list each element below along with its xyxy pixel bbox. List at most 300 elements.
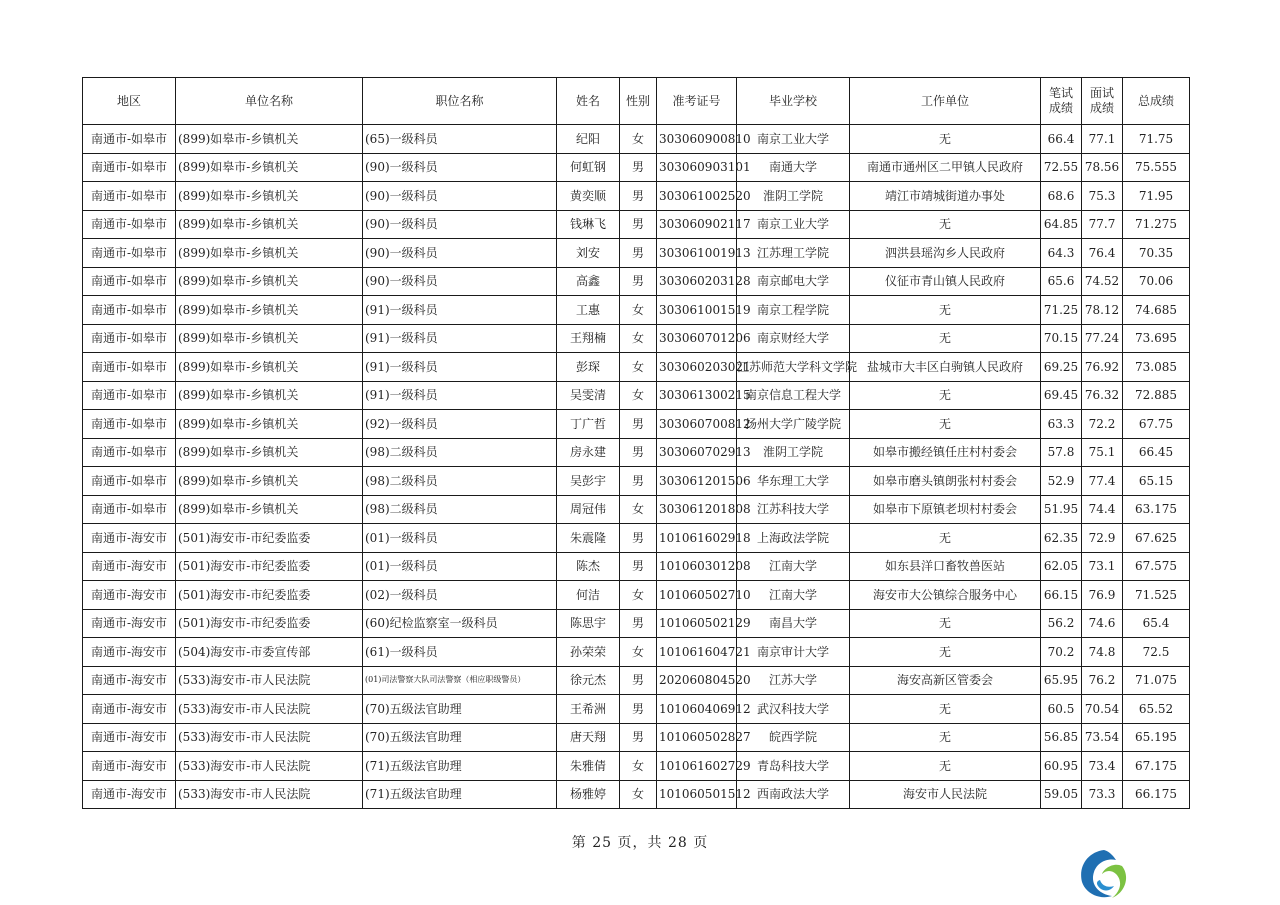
- col-employer: 无: [850, 723, 1041, 752]
- col-gender: 男: [620, 267, 657, 296]
- col-name: 杨雅婷: [557, 780, 620, 809]
- col-gender: 女: [620, 495, 657, 524]
- col-total-score: 67.625: [1123, 524, 1190, 553]
- col-position: (90)一级科员: [363, 182, 557, 211]
- col-written-score: 62.05: [1041, 552, 1082, 581]
- col-exam-id: 101060501512: [657, 780, 737, 809]
- col-written-score: 68.6: [1041, 182, 1082, 211]
- table-row: [83, 467, 1190, 496]
- col-employer: 无: [850, 210, 1041, 239]
- col-total-score: 74.685: [1123, 296, 1190, 325]
- col-exam-id: 303060700812: [657, 410, 737, 439]
- col-position: (70)五级法官助理: [363, 723, 557, 752]
- col-interview-score: 76.2: [1082, 666, 1123, 695]
- col-exam-id: 101060301208: [657, 552, 737, 581]
- table-row: [83, 210, 1190, 239]
- col-exam-id-header: 准考证号: [657, 78, 737, 125]
- col-interview-score: 77.1: [1082, 125, 1123, 154]
- col-unit: (899)如皋市-乡镇机关: [176, 125, 363, 154]
- table-header: [83, 78, 1190, 125]
- table-row: [83, 581, 1190, 610]
- col-written-score: 72.55: [1041, 153, 1082, 182]
- col-name: 何虹钢: [557, 153, 620, 182]
- col-school: 江南大学: [737, 581, 850, 610]
- col-written-score: 69.25: [1041, 353, 1082, 382]
- col-unit: (533)海安市-市人民法院: [176, 780, 363, 809]
- col-gender: 女: [620, 381, 657, 410]
- col-exam-id: 303061001519: [657, 296, 737, 325]
- col-region: 南通市-如皋市: [83, 495, 176, 524]
- col-written-score: 59.05: [1041, 780, 1082, 809]
- col-school: 江苏师范大学科文学院: [737, 353, 850, 382]
- col-total-score: 70.35: [1123, 239, 1190, 268]
- col-total-score: 75.555: [1123, 153, 1190, 182]
- col-position: (91)一级科员: [363, 381, 557, 410]
- col-unit: (533)海安市-市人民法院: [176, 752, 363, 781]
- table-body: [83, 125, 1190, 809]
- col-name: 工惠: [557, 296, 620, 325]
- col-region: 南通市-海安市: [83, 723, 176, 752]
- col-written-score: 60.95: [1041, 752, 1082, 781]
- col-school: 武汉科技大学: [737, 695, 850, 724]
- col-position: (71)五级法官助理: [363, 752, 557, 781]
- col-name: 陈思宇: [557, 609, 620, 638]
- col-gender: 男: [620, 182, 657, 211]
- col-employer: 泗洪县瑶沟乡人民政府: [850, 239, 1041, 268]
- col-exam-id: 101060502710: [657, 581, 737, 610]
- col-position: (65)一级科员: [363, 125, 557, 154]
- col-school: 南通大学: [737, 153, 850, 182]
- col-region: 南通市-如皋市: [83, 296, 176, 325]
- col-name: 唐天翔: [557, 723, 620, 752]
- col-gender: 女: [620, 638, 657, 667]
- table-row: [83, 524, 1190, 553]
- col-position: (90)一级科员: [363, 267, 557, 296]
- col-total-score: 71.75: [1123, 125, 1190, 154]
- col-gender: 男: [620, 552, 657, 581]
- table-row: [83, 695, 1190, 724]
- col-name-header: 姓名: [557, 78, 620, 125]
- col-gender: 女: [620, 324, 657, 353]
- col-gender: 男: [620, 210, 657, 239]
- col-name: 纪阳: [557, 125, 620, 154]
- col-unit: (899)如皋市-乡镇机关: [176, 353, 363, 382]
- col-interview-score: 73.54: [1082, 723, 1123, 752]
- col-employer: 无: [850, 752, 1041, 781]
- col-interview-score: 73.3: [1082, 780, 1123, 809]
- col-interview-score: 74.8: [1082, 638, 1123, 667]
- col-interview-score: 77.24: [1082, 324, 1123, 353]
- col-interview-score: 74.6: [1082, 609, 1123, 638]
- table-row: [83, 780, 1190, 809]
- col-name: 朱震隆: [557, 524, 620, 553]
- col-name: 高鑫: [557, 267, 620, 296]
- col-exam-id: 101060502827: [657, 723, 737, 752]
- col-gender: 男: [620, 438, 657, 467]
- col-school: 淮阴工学院: [737, 438, 850, 467]
- col-region: 南通市-如皋市: [83, 182, 176, 211]
- col-school: 南京工业大学: [737, 210, 850, 239]
- col-total-score: 66.175: [1123, 780, 1190, 809]
- col-unit: (899)如皋市-乡镇机关: [176, 438, 363, 467]
- col-name: 徐元杰: [557, 666, 620, 695]
- table-row: [83, 125, 1190, 154]
- col-name: 王翔楠: [557, 324, 620, 353]
- col-unit: (899)如皋市-乡镇机关: [176, 239, 363, 268]
- col-employer: 无: [850, 296, 1041, 325]
- col-employer: 海安市大公镇综合服务中心: [850, 581, 1041, 610]
- col-written-score: 63.3: [1041, 410, 1082, 439]
- col-written-score: 52.9: [1041, 467, 1082, 496]
- col-interview-score: 77.7: [1082, 210, 1123, 239]
- col-region: 南通市-海安市: [83, 609, 176, 638]
- col-unit: (899)如皋市-乡镇机关: [176, 324, 363, 353]
- col-gender: 男: [620, 666, 657, 695]
- col-position: (61)一级科员: [363, 638, 557, 667]
- col-position: (01)司法警察大队司法警察（相应职级警员）: [363, 666, 557, 695]
- col-region: 南通市-如皋市: [83, 267, 176, 296]
- col-position: (98)二级科员: [363, 495, 557, 524]
- col-school: 华东理工大学: [737, 467, 850, 496]
- table-row: [83, 410, 1190, 439]
- col-name: 周冠伟: [557, 495, 620, 524]
- col-position: (02)一级科员: [363, 581, 557, 610]
- table-row: [83, 723, 1190, 752]
- col-total-score: 71.275: [1123, 210, 1190, 239]
- table-row: [83, 666, 1190, 695]
- col-exam-id: 303060702913: [657, 438, 737, 467]
- col-name: 王希洲: [557, 695, 620, 724]
- col-unit: (533)海安市-市人民法院: [176, 666, 363, 695]
- col-school: 南京审计大学: [737, 638, 850, 667]
- col-exam-id: 101061604721: [657, 638, 737, 667]
- table-row: [83, 552, 1190, 581]
- col-employer: 海安市人民法院: [850, 780, 1041, 809]
- col-school: 青岛科技大学: [737, 752, 850, 781]
- col-employer: 无: [850, 410, 1041, 439]
- col-interview-score: 72.2: [1082, 410, 1123, 439]
- table-row: [83, 324, 1190, 353]
- col-interview-score: 74.52: [1082, 267, 1123, 296]
- col-employer: 无: [850, 381, 1041, 410]
- col-school: 淮阴工学院: [737, 182, 850, 211]
- table-row: [83, 353, 1190, 382]
- col-gender: 男: [620, 153, 657, 182]
- col-exam-id: 303060203128: [657, 267, 737, 296]
- col-position: (91)一级科员: [363, 353, 557, 382]
- col-unit: (501)海安市-市纪委监委: [176, 552, 363, 581]
- col-exam-id: 101060406912: [657, 695, 737, 724]
- table-row: [83, 267, 1190, 296]
- table-row: [83, 381, 1190, 410]
- col-employer: 无: [850, 324, 1041, 353]
- col-unit: (899)如皋市-乡镇机关: [176, 410, 363, 439]
- col-unit: (899)如皋市-乡镇机关: [176, 381, 363, 410]
- col-school: 南京信息工程大学: [737, 381, 850, 410]
- col-total-score: 71.075: [1123, 666, 1190, 695]
- col-name: 吴雯清: [557, 381, 620, 410]
- col-total-score: 65.4: [1123, 609, 1190, 638]
- col-region: 南通市-海安市: [83, 581, 176, 610]
- col-region: 南通市-海安市: [83, 638, 176, 667]
- col-written-score: 57.8: [1041, 438, 1082, 467]
- col-employer: 无: [850, 638, 1041, 667]
- col-written-score: 62.35: [1041, 524, 1082, 553]
- col-name: 丁广哲: [557, 410, 620, 439]
- table-row: [83, 296, 1190, 325]
- col-exam-id: 303060203021: [657, 353, 737, 382]
- col-unit: (899)如皋市-乡镇机关: [176, 267, 363, 296]
- col-gender: 女: [620, 581, 657, 610]
- col-total-score: 67.575: [1123, 552, 1190, 581]
- col-position: (98)二级科员: [363, 438, 557, 467]
- col-total-score: 65.195: [1123, 723, 1190, 752]
- col-total-score-header: 总成绩: [1123, 78, 1190, 125]
- col-written-score: 70.2: [1041, 638, 1082, 667]
- col-employer: 如东县洋口畜牧兽医站: [850, 552, 1041, 581]
- col-employer: 盐城市大丰区白驹镇人民政府: [850, 353, 1041, 382]
- table-row: [83, 153, 1190, 182]
- page-number: 第 25 页，共 28 页: [571, 835, 709, 851]
- col-total-score: 72.885: [1123, 381, 1190, 410]
- col-written-score-header: 笔试 成绩: [1041, 78, 1082, 125]
- col-written-score: 65.95: [1041, 666, 1082, 695]
- col-school: 江南大学: [737, 552, 850, 581]
- col-name: 刘安: [557, 239, 620, 268]
- col-school: 南京财经大学: [737, 324, 850, 353]
- col-total-score: 65.52: [1123, 695, 1190, 724]
- col-unit-header: 单位名称: [176, 78, 363, 125]
- col-employer: 无: [850, 125, 1041, 154]
- col-interview-score: 73.4: [1082, 752, 1123, 781]
- col-gender-header: 性别: [620, 78, 657, 125]
- col-total-score: 73.085: [1123, 353, 1190, 382]
- col-exam-id: 303061201506: [657, 467, 737, 496]
- col-written-score: 51.95: [1041, 495, 1082, 524]
- col-interview-score: 75.1: [1082, 438, 1123, 467]
- col-written-score: 66.4: [1041, 125, 1082, 154]
- col-region: 南通市-如皋市: [83, 381, 176, 410]
- col-employer: 靖江市靖城街道办事处: [850, 182, 1041, 211]
- col-school: 皖西学院: [737, 723, 850, 752]
- col-position: (70)五级法官助理: [363, 695, 557, 724]
- col-school-header: 毕业学校: [737, 78, 850, 125]
- col-exam-id: 101060502129: [657, 609, 737, 638]
- col-gender: 女: [620, 780, 657, 809]
- col-interview-score: 77.4: [1082, 467, 1123, 496]
- col-position: (90)一级科员: [363, 239, 557, 268]
- col-exam-id: 303061002520: [657, 182, 737, 211]
- col-written-score: 65.6: [1041, 267, 1082, 296]
- col-employer: 海安高新区管委会: [850, 666, 1041, 695]
- col-school: 江苏大学: [737, 666, 850, 695]
- col-total-score: 71.95: [1123, 182, 1190, 211]
- col-unit: (533)海安市-市人民法院: [176, 723, 363, 752]
- col-interview-score: 70.54: [1082, 695, 1123, 724]
- col-position: (91)一级科员: [363, 324, 557, 353]
- col-interview-score: 73.1: [1082, 552, 1123, 581]
- col-unit: (501)海安市-市纪委监委: [176, 524, 363, 553]
- col-position: (60)纪检监察室一级科员: [363, 609, 557, 638]
- col-total-score: 66.45: [1123, 438, 1190, 467]
- col-total-score: 65.15: [1123, 467, 1190, 496]
- col-gender: 男: [620, 723, 657, 752]
- col-written-score: 64.85: [1041, 210, 1082, 239]
- col-unit: (899)如皋市-乡镇机关: [176, 210, 363, 239]
- col-unit: (899)如皋市-乡镇机关: [176, 182, 363, 211]
- col-name: 孙荣荣: [557, 638, 620, 667]
- col-position: (91)一级科员: [363, 296, 557, 325]
- col-unit: (899)如皋市-乡镇机关: [176, 467, 363, 496]
- col-gender: 女: [620, 296, 657, 325]
- col-exam-id: 303061201808: [657, 495, 737, 524]
- col-name: 彭琛: [557, 353, 620, 382]
- col-exam-id: 101061602729: [657, 752, 737, 781]
- col-exam-id: 101061602918: [657, 524, 737, 553]
- col-position: (98)二级科员: [363, 467, 557, 496]
- col-gender: 男: [620, 467, 657, 496]
- col-position: (90)一级科员: [363, 210, 557, 239]
- col-exam-id: 303061001913: [657, 239, 737, 268]
- col-school: 扬州大学广陵学院: [737, 410, 850, 439]
- col-total-score: 70.06: [1123, 267, 1190, 296]
- col-region-header: 地区: [83, 78, 176, 125]
- col-written-score: 64.3: [1041, 239, 1082, 268]
- col-gender: 男: [620, 609, 657, 638]
- col-name: 黄奕顺: [557, 182, 620, 211]
- col-school: 南昌大学: [737, 609, 850, 638]
- col-name: 吴彭宇: [557, 467, 620, 496]
- results-table: [82, 77, 1190, 809]
- col-position-header: 职位名称: [363, 78, 557, 125]
- col-written-score: 70.15: [1041, 324, 1082, 353]
- col-region: 南通市-海安市: [83, 666, 176, 695]
- col-employer: 无: [850, 695, 1041, 724]
- col-employer: 无: [850, 609, 1041, 638]
- col-employer-header: 工作单位: [850, 78, 1041, 125]
- swirl-logo-icon: [1076, 846, 1132, 902]
- col-school: 江苏理工学院: [737, 239, 850, 268]
- col-unit: (899)如皋市-乡镇机关: [176, 153, 363, 182]
- col-interview-score: 76.9: [1082, 581, 1123, 610]
- col-region: 南通市-海安市: [83, 752, 176, 781]
- col-written-score: 56.85: [1041, 723, 1082, 752]
- col-interview-score: 74.4: [1082, 495, 1123, 524]
- col-region: 南通市-海安市: [83, 695, 176, 724]
- col-interview-score: 78.12: [1082, 296, 1123, 325]
- col-region: 南通市-如皋市: [83, 210, 176, 239]
- col-region: 南通市-如皋市: [83, 353, 176, 382]
- col-name: 何洁: [557, 581, 620, 610]
- col-gender: 男: [620, 695, 657, 724]
- col-gender: 男: [620, 410, 657, 439]
- col-written-score: 66.15: [1041, 581, 1082, 610]
- col-employer: 南通市通州区二甲镇人民政府: [850, 153, 1041, 182]
- col-position: (90)一级科员: [363, 153, 557, 182]
- col-region: 南通市-如皋市: [83, 125, 176, 154]
- col-written-score: 56.2: [1041, 609, 1082, 638]
- col-unit: (533)海安市-市人民法院: [176, 695, 363, 724]
- col-total-score: 73.695: [1123, 324, 1190, 353]
- col-exam-id: 202060804520: [657, 666, 737, 695]
- col-interview-score: 75.3: [1082, 182, 1123, 211]
- col-name: 陈杰: [557, 552, 620, 581]
- col-school: 西南政法大学: [737, 780, 850, 809]
- col-position: (92)一级科员: [363, 410, 557, 439]
- col-exam-id: 303060701206: [657, 324, 737, 353]
- col-interview-score-header: 面试 成绩: [1082, 78, 1123, 125]
- col-region: 南通市-如皋市: [83, 467, 176, 496]
- col-interview-score: 76.4: [1082, 239, 1123, 268]
- col-written-score: 71.25: [1041, 296, 1082, 325]
- table-row: [83, 752, 1190, 781]
- col-position: (01)一级科员: [363, 524, 557, 553]
- col-unit: (899)如皋市-乡镇机关: [176, 495, 363, 524]
- table-row: [83, 495, 1190, 524]
- col-exam-id: 303060900810: [657, 125, 737, 154]
- col-region: 南通市-海安市: [83, 524, 176, 553]
- col-school: 南京工程学院: [737, 296, 850, 325]
- table-row: [83, 438, 1190, 467]
- col-employer: 无: [850, 524, 1041, 553]
- col-gender: 女: [620, 752, 657, 781]
- col-total-score: 71.525: [1123, 581, 1190, 610]
- col-interview-score: 78.56: [1082, 153, 1123, 182]
- col-gender: 女: [620, 353, 657, 382]
- col-gender: 女: [620, 125, 657, 154]
- col-gender: 男: [620, 524, 657, 553]
- col-interview-score: 76.92: [1082, 353, 1123, 382]
- col-region: 南通市-海安市: [83, 780, 176, 809]
- col-employer: 如皋市下原镇老坝村村委会: [850, 495, 1041, 524]
- col-exam-id: 303060902117: [657, 210, 737, 239]
- col-gender: 男: [620, 239, 657, 268]
- col-employer: 如皋市磨头镇朗张村村委会: [850, 467, 1041, 496]
- col-school: 南京工业大学: [737, 125, 850, 154]
- col-written-score: 60.5: [1041, 695, 1082, 724]
- col-total-score: 63.175: [1123, 495, 1190, 524]
- col-employer: 仪征市青山镇人民政府: [850, 267, 1041, 296]
- table-row: [83, 609, 1190, 638]
- col-employer: 如皋市搬经镇任庄村村委会: [850, 438, 1041, 467]
- col-school: 江苏科技大学: [737, 495, 850, 524]
- table-row: [83, 182, 1190, 211]
- col-total-score: 67.75: [1123, 410, 1190, 439]
- col-name: 朱雅倩: [557, 752, 620, 781]
- col-unit: (501)海安市-市纪委监委: [176, 581, 363, 610]
- col-name: 房永建: [557, 438, 620, 467]
- col-region: 南通市-海安市: [83, 552, 176, 581]
- col-school: 南京邮电大学: [737, 267, 850, 296]
- col-position: (01)一级科员: [363, 552, 557, 581]
- table-row: [83, 239, 1190, 268]
- col-position: (71)五级法官助理: [363, 780, 557, 809]
- col-school: 上海政法学院: [737, 524, 850, 553]
- col-exam-id: 303060903101: [657, 153, 737, 182]
- col-written-score: 69.45: [1041, 381, 1082, 410]
- col-region: 南通市-如皋市: [83, 153, 176, 182]
- col-region: 南通市-如皋市: [83, 410, 176, 439]
- col-name: 钱琳飞: [557, 210, 620, 239]
- col-interview-score: 76.32: [1082, 381, 1123, 410]
- table-row: [83, 638, 1190, 667]
- col-unit: (504)海安市-市委宣传部: [176, 638, 363, 667]
- col-exam-id: 303061300215: [657, 381, 737, 410]
- col-region: 南通市-如皋市: [83, 324, 176, 353]
- col-region: 南通市-如皋市: [83, 239, 176, 268]
- col-unit: (501)海安市-市纪委监委: [176, 609, 363, 638]
- col-region: 南通市-如皋市: [83, 438, 176, 467]
